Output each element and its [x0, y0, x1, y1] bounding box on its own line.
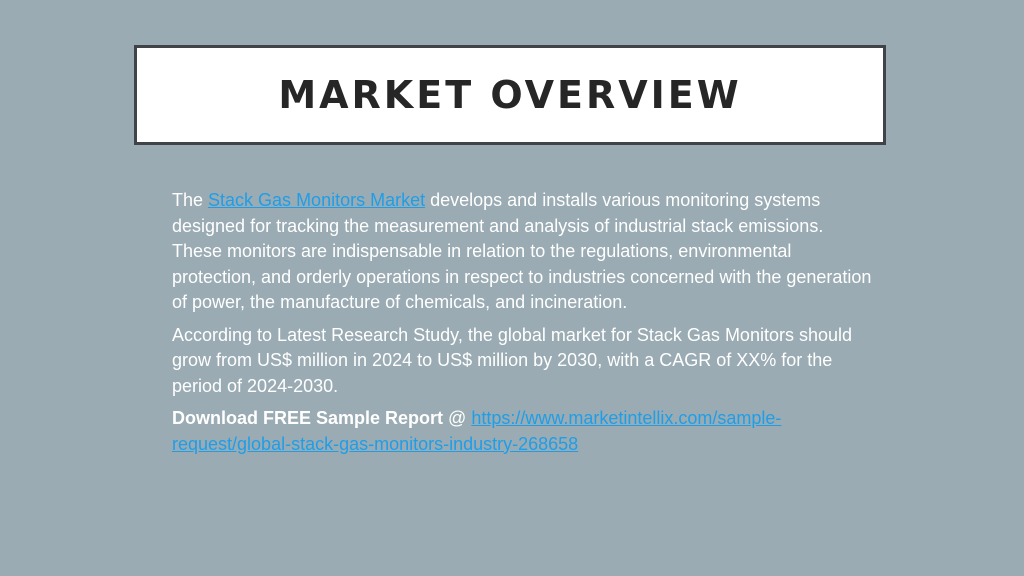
download-label: Download FREE Sample Report — [172, 408, 444, 428]
market-link[interactable]: Stack Gas Monitors Market — [208, 190, 426, 210]
paragraph-body: develops and installs various monitoring systems designed for tracking the measurement and analysis of industrial stack emissions. These monitors are indispensable in relation to the regulations, environmental protection, and orderly operations in respect to industries concerned with the generation of power, the manufacture of chemicals, and incineration. — [172, 190, 872, 312]
research-paragraph: According to Latest Research Study, the global market for Stack Gas Monitors should grow from US$ million in 2024 to US$ million by 2030, with a CAGR of XX% for the period of 2024-2030. — [172, 324, 853, 396]
title-box — [134, 45, 886, 145]
paragraph-prefix: The — [172, 190, 209, 210]
download-paragraph — [172, 406, 872, 457]
at-separator: @ — [443, 408, 472, 428]
slide-body — [172, 188, 872, 464]
slide-title: MARKET OVERVIEW — [278, 73, 742, 117]
sample-report-link[interactable]: https://www.marketintellix.com/sample-request/global-stack-gas-monitors-industry-268658 — [172, 408, 782, 454]
overview-paragraph — [172, 188, 872, 316]
